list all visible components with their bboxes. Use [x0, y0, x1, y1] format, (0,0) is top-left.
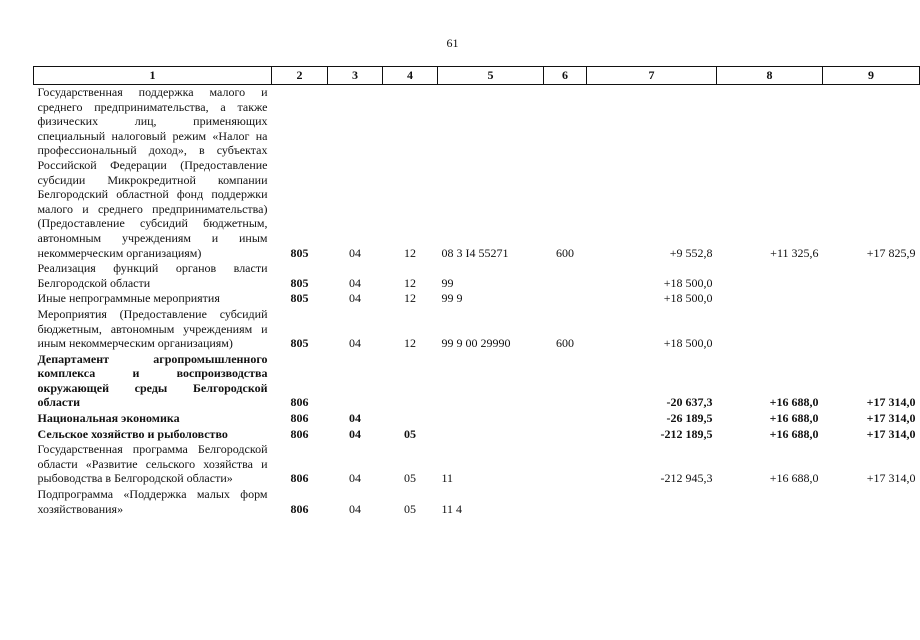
- row-description: Департамент агропромышленного комплекса и воспроизводства окружающей среды Белгородской области: [37, 351, 268, 410]
- amount-col8: [717, 487, 823, 517]
- column-header: 6: [544, 67, 587, 85]
- amount-col7: -212 945,3: [660, 471, 713, 486]
- amount-col8: +16 688,0: [769, 426, 819, 441]
- amount-col9: +17 314,0: [866, 395, 916, 410]
- column-header: 7: [587, 67, 717, 85]
- amount-col8: +16 688,0: [769, 411, 819, 426]
- target-article-code: [438, 427, 544, 443]
- amount-col8: [717, 307, 823, 352]
- subsection-code: 05: [404, 501, 416, 516]
- subsection-code: 12: [404, 275, 416, 290]
- expense-type-code: [544, 291, 587, 307]
- section-code: 04: [349, 245, 361, 260]
- row-description: Мероприятия (Предоставление субсидий бюджетным, автономным учреждениям и иным некоммерческим организациям): [37, 306, 268, 351]
- table-row: [34, 487, 920, 517]
- target-article-code: 11 4: [441, 501, 463, 516]
- amount-col9: +17 314,0: [866, 426, 916, 441]
- section-code: 04: [349, 291, 361, 306]
- column-header: 1: [34, 67, 272, 85]
- target-article-code: 99 9 00 29990: [441, 336, 511, 351]
- amount-col8: +16 688,0: [769, 471, 819, 486]
- table-header-row: [34, 67, 920, 85]
- column-header: 2: [272, 67, 328, 85]
- ministry-code: 806: [290, 411, 309, 426]
- row-description: Подпрограмма «Поддержка малых форм хозяйствования»: [37, 487, 268, 516]
- section-code: 04: [349, 336, 361, 351]
- expense-type-code: [544, 442, 587, 487]
- target-article-code: 11: [441, 471, 454, 486]
- amount-col7: +18 500,0: [663, 336, 713, 351]
- amount-col9: [823, 291, 920, 307]
- amount-col7: -20 637,3: [666, 395, 713, 410]
- expense-type-code: 600: [556, 336, 574, 351]
- table-row: [34, 85, 920, 262]
- table-row: [34, 442, 920, 487]
- table-row: [34, 307, 920, 352]
- table-body: [34, 85, 920, 518]
- ministry-code: 806: [290, 501, 309, 516]
- amount-col9: +17 825,9: [866, 245, 916, 260]
- expense-type-code: [544, 352, 587, 411]
- table-row: [34, 352, 920, 411]
- expense-type-code: [544, 487, 587, 517]
- amount-col7: +18 500,0: [663, 275, 713, 290]
- section-code: 04: [349, 411, 361, 426]
- section-code: 04: [349, 501, 361, 516]
- expense-type-code: [544, 411, 587, 427]
- amount-col8: [717, 291, 823, 307]
- column-header: 9: [823, 67, 920, 85]
- subsection-code: 05: [404, 471, 416, 486]
- row-description: Иные непрограммные мероприятия: [37, 291, 220, 306]
- target-article-code: 99 9: [441, 291, 463, 306]
- target-article-code: [438, 352, 544, 411]
- target-article-code: [438, 411, 544, 427]
- subsection-code: [383, 352, 438, 411]
- budget-table: [33, 66, 920, 517]
- amount-col9: +17 314,0: [866, 471, 916, 486]
- section-code: [328, 352, 383, 411]
- row-description: Государственная поддержка малого и среднего предпринимательства, а также физических лиц, применяющих специальный налоговый режим «Налог на профессиональный доход», в субъектах Российской Федерации (Предоставление субсидии Микрокредитной компании Белгородский областной фонд поддержки малого и среднего предпринимательства) (Предоставление субсидий бюджетным, автономным учреждениям и иным некоммерческим организациям): [37, 85, 268, 260]
- subsection-code: 12: [404, 291, 416, 306]
- ministry-code: 806: [290, 395, 309, 410]
- amount-col7: -26 189,5: [666, 411, 713, 426]
- column-header: 3: [328, 67, 383, 85]
- subsection-code: 12: [404, 245, 416, 260]
- ministry-code: 805: [290, 336, 309, 351]
- row-description: Государственная программа Белгородской области «Развитие сельского хозяйства и рыбоводства в Белгородской области»: [37, 442, 268, 486]
- target-article-code: 99: [441, 275, 454, 290]
- table-row: [34, 261, 920, 291]
- subsection-code: 12: [404, 336, 416, 351]
- amount-col8: +16 688,0: [769, 395, 819, 410]
- column-header: 5: [438, 67, 544, 85]
- row-description: Национальная экономика: [37, 411, 180, 426]
- amount-col7: [587, 487, 717, 517]
- amount-col8: +11 325,6: [770, 245, 819, 260]
- expense-type-code: [544, 427, 587, 443]
- amount-col8: [717, 261, 823, 291]
- section-code: 04: [349, 471, 361, 486]
- subsection-code: 05: [404, 426, 416, 441]
- table-row: [34, 427, 920, 443]
- ministry-code: 805: [290, 245, 309, 260]
- table-row: [34, 411, 920, 427]
- subsection-code: [383, 411, 438, 427]
- amount-col7: +18 500,0: [663, 291, 713, 306]
- section-code: 04: [349, 426, 361, 441]
- ministry-code: 806: [290, 471, 309, 486]
- column-header: 8: [717, 67, 823, 85]
- amount-col7: -212 189,5: [660, 426, 713, 441]
- section-code: 04: [349, 275, 361, 290]
- row-description: Реализация функций органов власти Белгородской области: [37, 261, 268, 290]
- ministry-code: 806: [290, 426, 309, 441]
- page-number: 61: [446, 36, 459, 50]
- ministry-code: 805: [290, 275, 309, 290]
- expense-type-code: [544, 261, 587, 291]
- ministry-code: 805: [290, 291, 309, 306]
- amount-col9: [823, 307, 920, 352]
- table-row: [34, 291, 920, 307]
- row-description: Сельское хозяйство и рыболовство: [37, 426, 228, 441]
- target-article-code: 08 3 I4 55271: [441, 245, 509, 260]
- amount-col9: [823, 261, 920, 291]
- amount-col9: [823, 487, 920, 517]
- amount-col7: +9 552,8: [669, 245, 713, 260]
- amount-col9: +17 314,0: [866, 411, 916, 426]
- column-header: 4: [383, 67, 438, 85]
- expense-type-code: 600: [556, 245, 574, 260]
